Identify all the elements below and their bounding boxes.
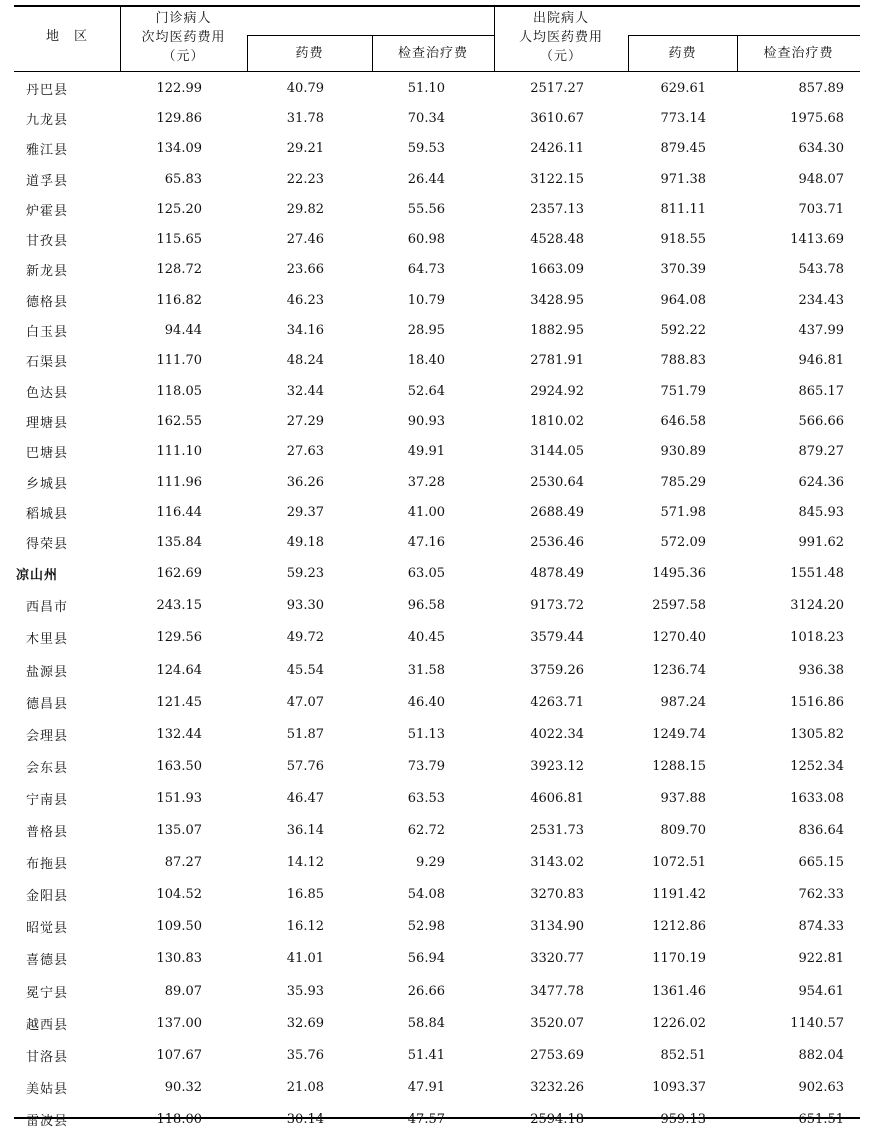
header-outpatient-line: 门诊病人 <box>155 11 212 26</box>
value-cell: 948.07 <box>798 171 844 187</box>
region-name: 美姑县 <box>26 1081 69 1097</box>
header-outpatient-cost <box>120 9 247 66</box>
value-cell: 937.88 <box>660 790 706 806</box>
value-cell: 991.62 <box>798 535 844 551</box>
value-cell: 47.16 <box>407 535 445 551</box>
value-cell: 90.32 <box>164 1079 202 1095</box>
value-cell: 134.09 <box>156 141 202 157</box>
value-cell: 40.79 <box>286 80 324 96</box>
value-cell: 47.57 <box>407 1111 445 1127</box>
value-cell: 63.53 <box>407 790 445 806</box>
value-cell: 28.95 <box>407 323 445 339</box>
value-cell: 1288.15 <box>652 758 706 774</box>
value-cell: 4263.71 <box>530 694 584 710</box>
value-cell: 29.37 <box>286 504 324 520</box>
region-name: 德昌县 <box>26 696 69 712</box>
value-cell: 14.12 <box>286 855 324 871</box>
value-cell: 3232.26 <box>530 1079 584 1095</box>
value-cell: 118.00 <box>156 1111 202 1127</box>
value-cell: 32.44 <box>286 383 324 399</box>
table-row <box>14 590 860 622</box>
value-cell: 35.76 <box>286 1047 324 1063</box>
value-cell: 3320.77 <box>530 951 584 967</box>
value-cell: 936.38 <box>798 662 844 678</box>
table-row <box>14 718 860 750</box>
value-cell: 37.28 <box>407 474 445 490</box>
value-cell: 70.34 <box>407 110 445 126</box>
value-cell: 151.93 <box>156 790 202 806</box>
value-cell: 52.64 <box>407 383 445 399</box>
value-cell: 971.38 <box>660 171 706 187</box>
value-cell: 3270.83 <box>530 887 584 903</box>
value-cell: 36.14 <box>286 823 324 839</box>
table-row <box>14 1007 860 1039</box>
value-cell: 132.44 <box>156 726 202 742</box>
region-name: 炉霍县 <box>26 203 69 219</box>
region-name: 甘孜县 <box>26 234 69 250</box>
value-cell: 51.10 <box>407 80 445 96</box>
table-row <box>14 975 860 1007</box>
table-row <box>14 103 860 133</box>
header-drug: 药费 <box>295 46 324 61</box>
value-cell: 1663.09 <box>530 262 584 278</box>
value-cell: 857.89 <box>798 80 844 96</box>
region-name: 会东县 <box>26 760 69 776</box>
value-cell: 370.39 <box>660 262 706 278</box>
region-name: 色达县 <box>26 385 69 401</box>
value-cell: 135.07 <box>156 823 202 839</box>
value-cell: 1140.57 <box>790 1015 844 1031</box>
header-exam-2: 检查治疗费 <box>763 46 834 61</box>
region-name: 新龙县 <box>26 264 69 280</box>
region-name: 巴塘县 <box>26 446 69 462</box>
value-cell: 30.14 <box>286 1111 324 1127</box>
value-cell: 762.33 <box>798 887 844 903</box>
value-cell: 104.52 <box>156 887 202 903</box>
table-row <box>14 376 860 406</box>
value-cell: 571.98 <box>660 504 706 520</box>
region-name: 宁南县 <box>26 792 69 808</box>
region-name: 越西县 <box>26 1017 69 1033</box>
value-cell: 26.66 <box>407 983 445 999</box>
value-cell: 852.51 <box>660 1047 706 1063</box>
region-name: 理塘县 <box>26 415 69 431</box>
value-cell: 1810.02 <box>530 413 584 429</box>
value-cell: 128.72 <box>156 262 202 278</box>
value-cell: 29.21 <box>286 141 324 157</box>
value-cell: 773.14 <box>660 110 706 126</box>
value-cell: 2426.11 <box>530 141 584 157</box>
value-cell: 58.84 <box>407 1015 445 1031</box>
value-cell: 116.82 <box>156 292 202 308</box>
value-cell: 96.58 <box>407 598 445 614</box>
value-cell: 73.79 <box>407 758 445 774</box>
value-cell: 4022.34 <box>530 726 584 742</box>
value-cell: 3759.26 <box>530 662 584 678</box>
value-cell: 2753.69 <box>530 1047 584 1063</box>
value-cell: 1236.74 <box>652 662 706 678</box>
header-inpatient-line: （元） <box>539 49 582 64</box>
value-cell: 959.13 <box>660 1111 706 1127</box>
region-name: 布拖县 <box>26 857 69 873</box>
value-cell: 51.41 <box>407 1047 445 1063</box>
value-cell: 125.20 <box>156 201 202 217</box>
value-cell: 879.45 <box>660 141 706 157</box>
value-cell: 59.23 <box>286 566 324 582</box>
table-row <box>14 73 860 103</box>
table-row <box>14 847 860 879</box>
value-cell: 111.10 <box>156 444 202 460</box>
value-cell: 122.99 <box>156 80 202 96</box>
value-cell: 1516.86 <box>790 694 844 710</box>
table-row <box>14 406 860 436</box>
value-cell: 87.27 <box>164 855 202 871</box>
value-cell: 116.44 <box>156 504 202 520</box>
value-cell: 3144.05 <box>530 444 584 460</box>
value-cell: 55.56 <box>407 201 445 217</box>
table-row <box>14 879 860 911</box>
region-name: 道孚县 <box>26 173 69 189</box>
table-row <box>14 782 860 814</box>
value-cell: 18.40 <box>407 353 445 369</box>
table-row <box>14 467 860 497</box>
value-cell: 2594.18 <box>530 1111 584 1127</box>
value-cell: 1633.08 <box>790 790 844 806</box>
value-cell: 29.82 <box>286 201 324 217</box>
value-cell: 57.76 <box>286 758 324 774</box>
value-cell: 922.81 <box>798 951 844 967</box>
value-cell: 52.98 <box>407 919 445 935</box>
value-cell: 36.26 <box>286 474 324 490</box>
value-cell: 118.05 <box>156 383 202 399</box>
value-cell: 115.65 <box>156 232 202 248</box>
value-cell: 646.58 <box>660 413 706 429</box>
header-outpatient-line: 次均医药费用 <box>141 30 226 45</box>
region-name: 甘洛县 <box>26 1049 69 1065</box>
value-cell: 48.24 <box>286 353 324 369</box>
value-cell: 64.73 <box>407 262 445 278</box>
value-cell: 788.83 <box>660 353 706 369</box>
value-cell: 4606.81 <box>530 790 584 806</box>
value-cell: 836.64 <box>798 823 844 839</box>
table-row <box>14 686 860 718</box>
value-cell: 566.66 <box>798 413 844 429</box>
value-cell: 3143.02 <box>530 855 584 871</box>
table-row <box>14 346 860 376</box>
value-cell: 1270.40 <box>652 630 706 646</box>
value-cell: 2517.27 <box>530 80 584 96</box>
header-exam: 检查治疗费 <box>397 46 468 61</box>
table-row <box>14 527 860 557</box>
value-cell: 1975.68 <box>790 110 844 126</box>
region-name: 金阳县 <box>26 889 69 905</box>
value-cell: 1305.82 <box>790 726 844 742</box>
value-cell: 2531.73 <box>530 823 584 839</box>
table-top-rule <box>14 5 860 7</box>
header-subrule <box>628 35 860 36</box>
value-cell: 90.93 <box>407 413 445 429</box>
value-cell: 22.23 <box>286 171 324 187</box>
value-cell: 811.11 <box>660 201 706 217</box>
value-cell: 10.79 <box>407 292 445 308</box>
table-row <box>14 224 860 254</box>
value-cell: 634.30 <box>798 141 844 157</box>
value-cell: 1361.46 <box>652 983 706 999</box>
value-cell: 1072.51 <box>652 855 706 871</box>
header-inpatient-line: 出院病人 <box>532 11 589 26</box>
value-cell: 1093.37 <box>652 1079 706 1095</box>
value-cell: 51.87 <box>286 726 324 742</box>
value-cell: 1018.23 <box>790 630 844 646</box>
value-cell: 129.86 <box>156 110 202 126</box>
value-cell: 31.58 <box>407 662 445 678</box>
value-cell: 107.67 <box>156 1047 202 1063</box>
value-cell: 26.44 <box>407 171 445 187</box>
value-cell: 124.64 <box>156 662 202 678</box>
value-cell: 4878.49 <box>530 566 584 582</box>
value-cell: 49.91 <box>407 444 445 460</box>
header-drug-2: 药费 <box>668 46 697 61</box>
value-cell: 3610.67 <box>530 110 584 126</box>
value-cell: 3477.78 <box>530 983 584 999</box>
value-cell: 234.43 <box>798 292 844 308</box>
region-name: 盐源县 <box>26 664 69 680</box>
value-cell: 21.08 <box>286 1079 324 1095</box>
value-cell: 47.07 <box>286 694 324 710</box>
value-cell: 2357.13 <box>530 201 584 217</box>
table-row <box>14 911 860 943</box>
table-row <box>14 622 860 654</box>
region-name: 石渠县 <box>26 355 69 371</box>
value-cell: 1170.19 <box>652 951 706 967</box>
value-cell: 35.93 <box>286 983 324 999</box>
value-cell: 59.53 <box>407 141 445 157</box>
value-cell: 129.56 <box>156 630 202 646</box>
value-cell: 27.29 <box>286 413 324 429</box>
value-cell: 162.55 <box>156 413 202 429</box>
value-cell: 56.94 <box>407 951 445 967</box>
region-name: 得荣县 <box>26 537 69 553</box>
value-cell: 34.16 <box>286 323 324 339</box>
region-name: 木里县 <box>26 632 69 648</box>
value-cell: 46.47 <box>286 790 324 806</box>
value-cell: 2597.58 <box>652 598 706 614</box>
value-cell: 45.54 <box>286 662 324 678</box>
header-subrule <box>247 35 494 36</box>
value-cell: 3122.15 <box>530 171 584 187</box>
table-row <box>14 1039 860 1071</box>
value-cell: 2688.49 <box>530 504 584 520</box>
value-cell: 865.17 <box>798 383 844 399</box>
value-cell: 882.04 <box>798 1047 844 1063</box>
table-body <box>14 73 860 1135</box>
region-name: 西昌市 <box>26 600 69 616</box>
value-cell: 31.78 <box>286 110 324 126</box>
value-cell: 54.08 <box>407 887 445 903</box>
value-cell: 845.93 <box>798 504 844 520</box>
region-name: 冕宁县 <box>26 985 69 1001</box>
value-cell: 49.18 <box>286 535 324 551</box>
region-name: 德格县 <box>26 294 69 310</box>
value-cell: 1249.74 <box>652 726 706 742</box>
value-cell: 987.24 <box>660 694 706 710</box>
table-row <box>14 255 860 285</box>
value-cell: 624.36 <box>798 474 844 490</box>
value-cell: 40.45 <box>407 630 445 646</box>
value-cell: 572.09 <box>660 535 706 551</box>
value-cell: 111.70 <box>156 353 202 369</box>
value-cell: 162.69 <box>156 566 202 582</box>
value-cell: 2781.91 <box>530 353 584 369</box>
value-cell: 437.99 <box>798 323 844 339</box>
value-cell: 879.27 <box>798 444 844 460</box>
value-cell: 954.61 <box>798 983 844 999</box>
value-cell: 121.45 <box>156 694 202 710</box>
value-cell: 23.66 <box>286 262 324 278</box>
region-name: 丹巴县 <box>26 82 69 98</box>
value-cell: 163.50 <box>156 758 202 774</box>
value-cell: 49.72 <box>286 630 324 646</box>
header-outpatient-line: （元） <box>162 49 205 64</box>
header-inpatient-line: 人均医药费用 <box>518 30 603 45</box>
value-cell: 665.15 <box>798 855 844 871</box>
value-cell: 130.83 <box>156 951 202 967</box>
region-name: 雅江县 <box>26 143 69 159</box>
value-cell: 89.07 <box>164 983 202 999</box>
value-cell: 27.63 <box>286 444 324 460</box>
value-cell: 27.46 <box>286 232 324 248</box>
region-name: 凉山州 <box>16 568 59 584</box>
value-cell: 46.23 <box>286 292 324 308</box>
region-name: 白玉县 <box>26 325 69 341</box>
region-name: 昭觉县 <box>26 921 69 937</box>
value-cell: 703.71 <box>798 201 844 217</box>
value-cell: 243.15 <box>156 598 202 614</box>
value-cell: 137.00 <box>156 1015 202 1031</box>
value-cell: 62.72 <box>407 823 445 839</box>
value-cell: 16.12 <box>286 919 324 935</box>
value-cell: 1495.36 <box>652 566 706 582</box>
value-cell: 51.13 <box>407 726 445 742</box>
region-name: 喜德县 <box>26 953 69 969</box>
value-cell: 930.89 <box>660 444 706 460</box>
value-cell: 874.33 <box>798 919 844 935</box>
value-cell: 809.70 <box>660 823 706 839</box>
table-row <box>14 437 860 467</box>
table-row <box>14 134 860 164</box>
table-row <box>14 943 860 975</box>
value-cell: 46.40 <box>407 694 445 710</box>
value-cell: 1413.69 <box>790 232 844 248</box>
table-row <box>14 497 860 527</box>
value-cell: 651.51 <box>798 1111 844 1127</box>
value-cell: 135.84 <box>156 535 202 551</box>
table-row <box>14 194 860 224</box>
value-cell: 94.44 <box>164 323 202 339</box>
value-cell: 109.50 <box>156 919 202 935</box>
value-cell: 63.05 <box>407 566 445 582</box>
value-cell: 41.01 <box>286 951 324 967</box>
region-name: 稻城县 <box>26 506 69 522</box>
value-cell: 1212.86 <box>652 919 706 935</box>
value-cell: 4528.48 <box>530 232 584 248</box>
value-cell: 902.63 <box>798 1079 844 1095</box>
region-name: 会理县 <box>26 728 69 744</box>
value-cell: 751.79 <box>660 383 706 399</box>
value-cell: 1252.34 <box>790 758 844 774</box>
region-name: 九龙县 <box>26 112 69 128</box>
value-cell: 964.08 <box>660 292 706 308</box>
value-cell: 2924.92 <box>530 383 584 399</box>
value-cell: 16.85 <box>286 887 324 903</box>
value-cell: 60.98 <box>407 232 445 248</box>
table-row <box>14 285 860 315</box>
value-cell: 9173.72 <box>530 598 584 614</box>
header-inpatient-cost <box>494 9 628 66</box>
value-cell: 41.00 <box>407 504 445 520</box>
region-name: 乡城县 <box>26 476 69 492</box>
value-cell: 65.83 <box>164 171 202 187</box>
table-row <box>14 315 860 345</box>
value-cell: 1226.02 <box>652 1015 706 1031</box>
value-cell: 629.61 <box>660 80 706 96</box>
value-cell: 47.91 <box>407 1079 445 1095</box>
value-cell: 111.96 <box>156 474 202 490</box>
value-cell: 2530.64 <box>530 474 584 490</box>
value-cell: 785.29 <box>660 474 706 490</box>
table-row <box>14 750 860 782</box>
value-cell: 946.81 <box>798 353 844 369</box>
value-cell: 3134.90 <box>530 919 584 935</box>
table-header-rule <box>14 71 860 72</box>
value-cell: 32.69 <box>286 1015 324 1031</box>
value-cell: 3124.20 <box>790 598 844 614</box>
value-cell: 543.78 <box>798 262 844 278</box>
region-name: 普格县 <box>26 825 69 841</box>
value-cell: 3520.07 <box>530 1015 584 1031</box>
region-name: 雷波县 <box>26 1113 69 1129</box>
value-cell: 93.30 <box>286 598 324 614</box>
table-row <box>14 164 860 194</box>
value-cell: 3579.44 <box>530 630 584 646</box>
value-cell: 592.22 <box>660 323 706 339</box>
value-cell: 3428.95 <box>530 292 584 308</box>
value-cell: 1882.95 <box>530 323 584 339</box>
value-cell: 9.29 <box>416 855 445 871</box>
value-cell: 918.55 <box>660 232 706 248</box>
table-row <box>14 815 860 847</box>
value-cell: 1551.48 <box>790 566 844 582</box>
value-cell: 1191.42 <box>652 887 706 903</box>
header-region: 地 区 <box>45 29 88 44</box>
value-cell: 3923.12 <box>530 758 584 774</box>
table-row <box>14 558 860 590</box>
value-cell: 2536.46 <box>530 535 584 551</box>
table-row <box>14 1071 860 1103</box>
table-row <box>14 1103 860 1135</box>
table-row <box>14 654 860 686</box>
